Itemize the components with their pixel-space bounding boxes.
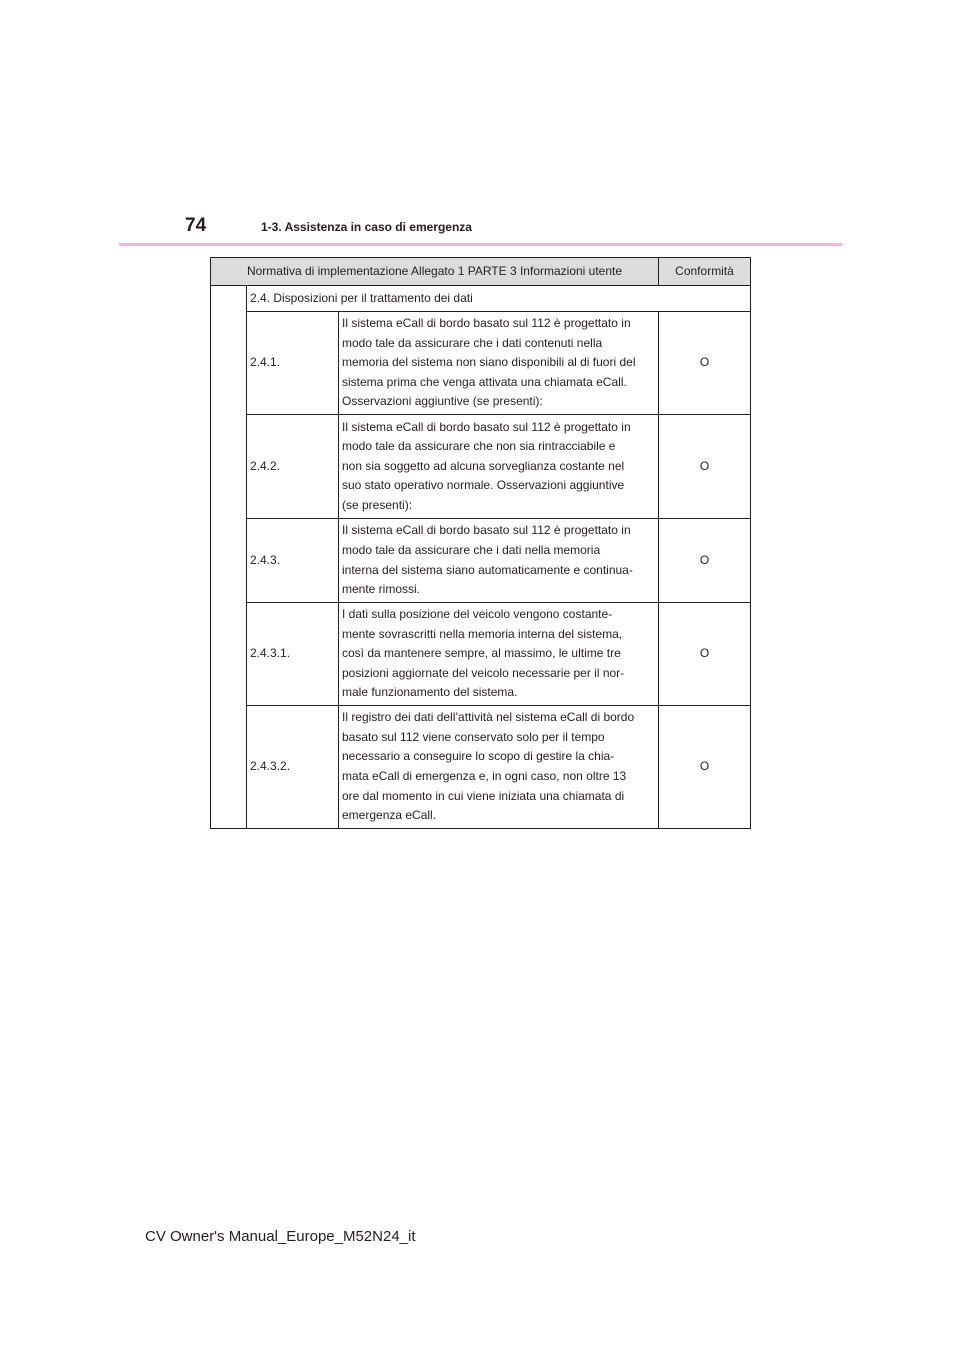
description-line: basato sul 112 viene conservato solo per il tempo xyxy=(342,729,605,744)
column-header-requirement: Normativa di implementazione Allegato 1 PARTE 3 Informazioni utente xyxy=(211,258,659,286)
description-line: modo tale da assicurare che i dati nella memoria xyxy=(342,542,601,557)
description-line: modo tale da assicurare che non sia rintracciabile e xyxy=(342,439,616,454)
row-compliance: O xyxy=(659,312,751,415)
description-line: memoria del sistema non siano disponibili al di fuori del xyxy=(342,355,636,370)
description-line: suo stato operativo normale. Osservazioni aggiuntive xyxy=(342,478,625,493)
group-title: 2.4. Disposizioni per il trattamento dei dati xyxy=(247,286,751,312)
row-description xyxy=(339,415,659,519)
row-compliance: O xyxy=(659,603,751,706)
table-row xyxy=(211,312,751,415)
footer-document-id: CV Owner's Manual_Europe_M52N24_it xyxy=(145,1228,416,1245)
row-number: 2.4.3. xyxy=(247,519,339,603)
header-rule xyxy=(119,243,842,246)
row-description xyxy=(339,603,659,706)
description-line: mente sovrascritti nella memoria interna del sistema, xyxy=(342,626,623,641)
row-compliance: O xyxy=(659,415,751,519)
description-line: mata eCall di emergenza e, in ogni caso, non oltre 13 xyxy=(342,769,627,783)
description-line: interna del sistema siano automaticamente e continua- xyxy=(342,562,633,577)
section-title: 1-3. Assistenza in caso di emergenza xyxy=(261,220,472,234)
requirements-table xyxy=(210,257,751,829)
row-number: 2.4.2. xyxy=(247,415,339,519)
table-header-row xyxy=(211,258,751,286)
page-number: 74 xyxy=(185,215,207,236)
row-description xyxy=(339,519,659,603)
row-number: 2.4.3.1. xyxy=(247,603,339,706)
description-line: così da mantenere sempre, al massimo, le ultime tre xyxy=(342,646,621,661)
description-line: emergenza eCall. xyxy=(342,808,437,823)
description-line: male funzionamento del sistema. xyxy=(342,685,518,700)
description-line: modo tale da assicurare che i dati contenuti nella xyxy=(342,335,603,350)
description-line: non sia soggetto ad alcuna sorveglianza costante nel xyxy=(342,458,625,473)
row-description xyxy=(339,706,659,829)
table-row xyxy=(211,603,751,706)
row-number: 2.4.3.2. xyxy=(247,706,339,829)
description-line: I dati sulla posizione del veicolo vengono costante- xyxy=(342,607,613,622)
description-line: necessario a conseguire lo scopo di gestire la chia- xyxy=(342,749,615,764)
row-description xyxy=(339,312,659,415)
row-compliance: O xyxy=(659,519,751,603)
description-line: sistema prima che venga attivata una chiamata eCall. xyxy=(342,374,627,389)
row-number: 2.4.1. xyxy=(247,312,339,415)
description-line: posizioni aggiornate del veicolo necessarie per il nor- xyxy=(342,665,625,680)
description-line: ore dal momento in cui viene iniziata una chiamata di xyxy=(342,788,625,803)
description-line: Osservazioni aggiuntive (se presenti): xyxy=(342,394,543,409)
description-line: (se presenti): xyxy=(342,497,413,512)
description-line: Il sistema eCall di bordo basato sul 112 è progettato in xyxy=(342,419,631,434)
group-title-row xyxy=(211,286,751,312)
column-header-compliance: Conformità xyxy=(659,258,751,286)
row-compliance: O xyxy=(659,706,751,829)
description-line: mente rimossi. xyxy=(342,582,421,597)
description-line: Il sistema eCall di bordo basato sul 112 è progettato in xyxy=(342,316,631,331)
blank-indent-cell xyxy=(211,286,247,829)
table-row xyxy=(211,415,751,519)
table-row xyxy=(211,519,751,603)
description-line: Il sistema eCall di bordo basato sul 112 è progettato in xyxy=(342,523,631,538)
description-line: Il registro dei dati dell’attività nel sistema eCall di bordo xyxy=(342,710,635,725)
table-row xyxy=(211,706,751,829)
